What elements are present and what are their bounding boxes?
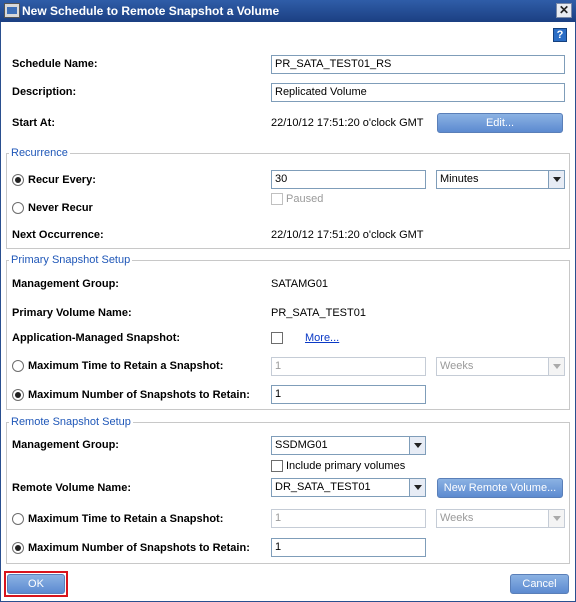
remote-snapshot-group-title: Remote Snapshot Setup <box>11 416 131 428</box>
primary-max-num-input[interactable]: 1 <box>271 385 426 404</box>
remote-max-time-unit-select[interactable] <box>436 509 565 528</box>
recur-every-label: Recur Every: <box>28 174 96 186</box>
primary-max-num-label: Maximum Number of Snapshots to Retain: <box>28 389 250 401</box>
chevron-down-icon <box>409 437 425 454</box>
close-icon[interactable]: ✕ <box>556 3 572 18</box>
primary-max-time-label: Maximum Time to Retain a Snapshot: <box>28 360 224 372</box>
remote-mg-label: Management Group: <box>12 439 119 451</box>
remote-max-num-radio[interactable] <box>12 542 24 554</box>
remote-max-time-input[interactable]: 1 <box>271 509 426 528</box>
help-icon[interactable]: ? <box>553 28 567 42</box>
recur-every-radio[interactable] <box>12 174 24 186</box>
remote-volume-value: DR_SATA_TEST01 <box>275 481 371 493</box>
primary-max-time-unit-select[interactable] <box>436 357 565 376</box>
primary-volume-value: PR_SATA_TEST01 <box>271 307 366 319</box>
next-occurrence-value: 22/10/12 17:51:20 o'clock GMT <box>271 229 424 241</box>
remote-mg-select[interactable] <box>271 436 426 455</box>
more-link[interactable]: More... <box>305 332 340 344</box>
start-at-label: Start At: <box>12 117 55 129</box>
cancel-button[interactable]: Cancel <box>510 574 569 594</box>
chevron-down-icon <box>409 479 425 496</box>
primary-max-num-radio[interactable] <box>12 389 24 401</box>
primary-snapshot-group-title: Primary Snapshot Setup <box>11 254 131 266</box>
remote-mg-value: SSDMG01 <box>275 439 328 451</box>
start-at-value: 22/10/12 17:51:20 o'clock GMT <box>271 117 424 129</box>
remote-volume-label: Remote Volume Name: <box>12 482 131 494</box>
primary-max-time-input[interactable]: 1 <box>271 357 426 376</box>
never-recur-radio[interactable] <box>12 202 24 214</box>
app-managed-label: Application-Managed Snapshot: <box>12 332 181 344</box>
recurrence-group-title: Recurrence <box>11 147 68 159</box>
primary-max-time-unit-value: Weeks <box>440 360 474 372</box>
new-remote-volume-button[interactable]: New Remote Volume... <box>437 478 563 498</box>
remote-max-num-input[interactable]: 1 <box>271 538 426 557</box>
primary-mg-value: SATAMG01 <box>271 278 329 290</box>
ok-button[interactable]: OK <box>7 574 65 594</box>
remote-max-time-unit-value: Weeks <box>440 512 474 524</box>
primary-max-time-radio[interactable] <box>12 360 24 372</box>
next-occurrence-label: Next Occurrence: <box>12 229 104 241</box>
remote-max-time-label: Maximum Time to Retain a Snapshot: <box>28 513 224 525</box>
include-primary-label: Include primary volumes <box>286 460 406 472</box>
chevron-down-icon <box>548 171 564 188</box>
remote-volume-select[interactable] <box>271 478 426 497</box>
include-primary-checkbox[interactable] <box>271 460 283 472</box>
description-label: Description: <box>12 86 77 98</box>
never-recur-label: Never Recur <box>28 202 93 214</box>
recur-unit-value: Minutes <box>440 173 479 185</box>
remote-max-time-radio[interactable] <box>12 513 24 525</box>
chevron-down-icon <box>548 510 564 527</box>
app-managed-checkbox[interactable] <box>271 332 283 344</box>
paused-label: Paused <box>286 193 324 205</box>
schedule-name-input[interactable]: PR_SATA_TEST01_RS <box>271 55 565 74</box>
recur-unit-select[interactable] <box>436 170 565 189</box>
description-input[interactable]: Replicated Volume <box>271 83 565 102</box>
recur-every-input[interactable]: 30 <box>271 170 426 189</box>
paused-checkbox[interactable] <box>271 193 283 205</box>
edit-start-button[interactable]: Edit... <box>437 113 563 133</box>
schedule-name-label: Schedule Name: <box>12 58 98 70</box>
title-bar <box>0 0 576 22</box>
chevron-down-icon <box>548 358 564 375</box>
window-title: New Schedule to Remote Snapshot a Volume <box>22 4 280 18</box>
window-icon <box>4 3 20 18</box>
remote-max-num-label: Maximum Number of Snapshots to Retain: <box>28 542 250 554</box>
primary-volume-label: Primary Volume Name: <box>12 307 132 319</box>
primary-mg-label: Management Group: <box>12 278 119 290</box>
